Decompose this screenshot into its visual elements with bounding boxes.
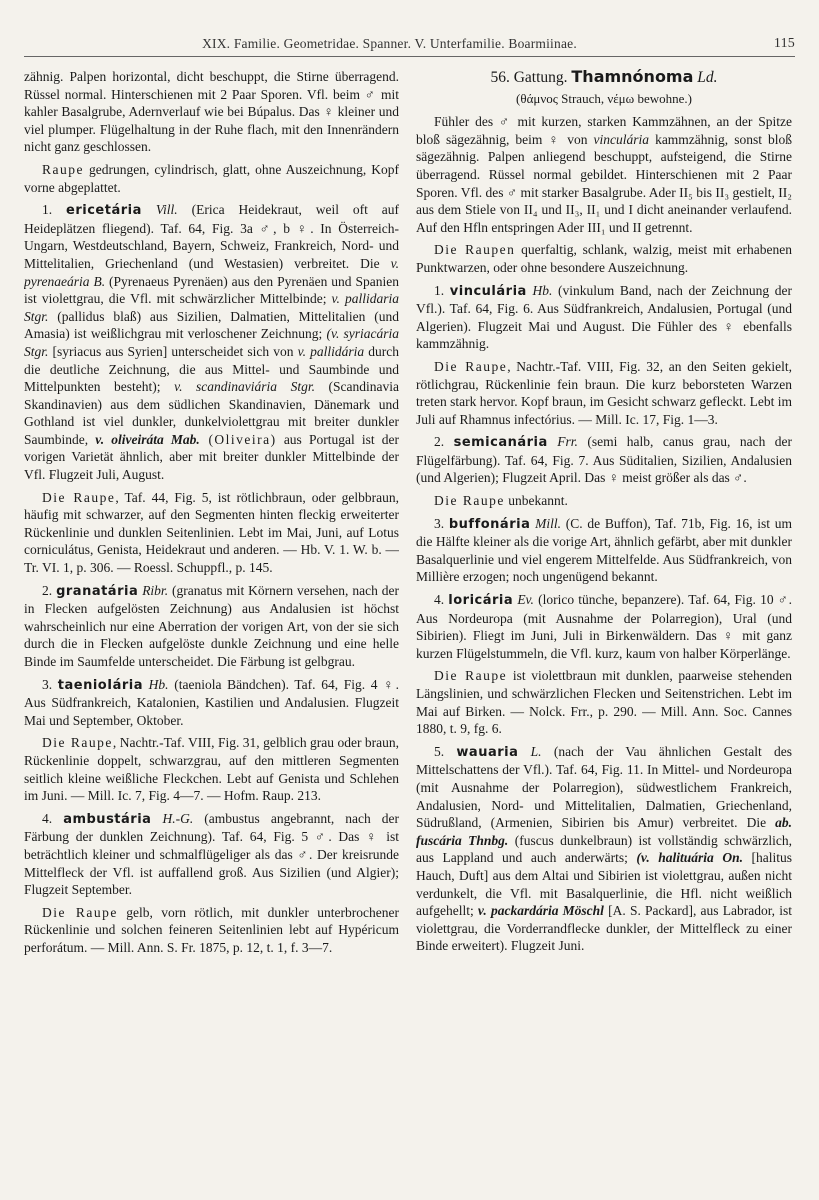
running-title: XIX. Familie. Geometridae. Spanner. V. Unterfamilie. Boarmiinae.	[202, 36, 577, 51]
species-entry-granataria: 2. granatária Ribr. (granatus mit Körnern versehen, nach der in Flecken aufgelösten Zeichnung) aus Andalusien ist höchst wahrscheinlich nur eine Aberration der vorigen Art, von der sie sich durch die in Flecken aufgelöste dunkle Zeichnung und eine helle Binde im Saumfelde unterscheidet. Die Färbung ist gelbgrau.	[24, 582, 399, 669]
species-name: vinculária	[449, 283, 527, 299]
genus-larva-note: Die Raupen querfaltig, schlank, walzig, meist mit erhabenen Punktwarzen, oder ohne besondere Auszeichnung.	[416, 242, 792, 275]
left-column	[24, 68, 399, 1186]
species-name: buffonária	[448, 516, 531, 532]
genus-name: Thamnónoma	[571, 68, 694, 86]
species-entry-vincularia: 1. vinculária Hb. (vinkulum Band, nach der Zeichnung der Vfl.). Taf. 64, Fig. 6. Aus Südfrankreich, Andalusien, Portugal (und Algerien). Flugzeit Mai und August. Die Fühler des ♀ ebenfalls kammzähnig.	[416, 282, 792, 352]
species-entry-buffonaria: 3. buffonária Mill. (C. de Buffon), Taf. 71b, Fig. 16, ist um die Hälfte kleiner als die vorige Art, ähnlich gefärbt, aber mit dunkler Basalquerlinie und viel engerem Mittelfelde. Aus Südfrankreich, von Millière erzogen; noch ungenügend bekannt.	[416, 515, 792, 585]
species-entry-ambustaria: 4. ambustária H.-G. (ambustus angebrannt, nach der Färbung der dunklen Zeichnung). Taf. 64, Fig. 5 ♂. Das ♀ ist beträchtlich kleiner und schmalflügeliger als das ♂. Der kreisrunde Mittelfleck der Vfl. ist auffallend groß. Aus Sizilien (und Algier); Flugzeit September.	[24, 810, 399, 898]
species-name: granatária	[56, 583, 139, 599]
species-name: ambustária	[63, 811, 152, 827]
larva-entry-vincularia: Die Raupe, Nachtr.-Taf. VIII, Fig. 32, an den Seiten gekielt, rötlichgrau, Rückenlinie fein braun. Die kurz beborsteten Warzen treten stark hervor. Kopf braun, im Gesicht schwarz gefleckt. Lebt im Juli auf Rhamnus infectórius. — Mill. Ic. 17, Fig. 1—3.	[416, 358, 792, 427]
genus-description: Fühler des ♂ mit kurzen, starken Kammzähnen, an der Spitze bloß sägezähnig, beim ♀ von vinculária kammzähnig, sonst bloß sägezähnig. Palpen anliegend beschuppt, aufsteigend, die Stirne überragend. Rüssel normal gebildet. Hinterschienen mit 2 Paar Sporen. Vfl. des ♂ mit starker Basalgrube. Ader II₅ bis II₃ gestielt, II₂ aus dem Stiele von II₄ und II₃, II₁ und I dicht aneinander verlaufend. Auf den Hfln entspringen Ader III₁ und II getrennt.	[416, 114, 792, 235]
species-name: ericetária	[66, 203, 142, 219]
larva-entry-ambustaria: Die Raupe gelb, vorn rötlich, mit dunkler unterbrochener Rückenlinie und solchen feineren Seitenlinien lebt auf Hypéricum perforátum. — Mill. Ann. S. Fr. 1875, p. 12, t. 1, f. 3—7.	[24, 904, 399, 955]
larva-entry-ericetaria: Die Raupe, Taf. 44, Fig. 5, ist rötlichbraun, oder gelbbraun, häufig mit schwarzer, auf den Segmenten hinten fleckig erweiterter Rückenlinie und dunklen Seitenlinien. Lebt im Mai, Juni, auf Lotus corniculátus, Genista, Heidekraut und anderen. — Hb. V. 1. W. b. — Tr. VI. 1, p. 306. — Roessl. Schuppfl., p. 145.	[24, 489, 399, 576]
species-entry-semicanaria: 2. semicanária Frr. (semi halb, canus grau, nach der Flügelfärbung). Taf. 64, Fig. 7. Aus Süditalien, Sizilien, Andalusien (und Algerien); Flugzeit April. Das ♀ meist größer als das ♂.	[416, 434, 792, 486]
species-name: wauaria	[456, 744, 519, 760]
species-name: loricária	[448, 593, 514, 609]
species-entry-loricaria: 4. loricária Ev. (lorico tünche, bepanzere). Taf. 64, Fig. 10 ♂. Aus Nordeuropa (mit Ausnahme der Polarregion), Ural (und Sibirien). Fliegt im Juni, Juli in Birkenwäldern. Das ♀ mit ganz kurzen Flügelstummeln, die Vfl. kurz, kaum von halber Körperlänge.	[416, 592, 792, 661]
genus-etymology: (θάμνος Strauch, νέμω bewohne.)	[516, 90, 692, 106]
larva-entry-loricaria: Die Raupe ist violettbraun mit dunklen, paarweise stehenden Längslinien, und schwärzlichen Flecken und Seitenstrichen. Lebt im Mai auf Birken. — Nolck. Frr., p. 290. — Mill. Ann. Soc. Cannes 1880, t. 9, fg. 6.	[416, 668, 792, 737]
genus-heading: 56. Gattung. Thamnónoma Ld.	[490, 68, 718, 86]
genus-description-end: zähnig. Palpen horizontal, dicht beschuppt, die Stirne überragend. Rüssel normal. Hinterschienen mit 2 Paar Sporen. Vfl. beim ♂ mit kahler Basalgrube, Adernverlauf wie bei Búpalus. Das ♀ kleiner und viel plumper. Flügelhaltung in der Ruhe flach, mit den Innenrändern nicht ganz geschlossen.	[24, 69, 399, 155]
right-column	[416, 68, 792, 1186]
page-number: 115	[773, 36, 795, 51]
species-entry-ericetaria: 1. ericetária Vill. (Erica Heidekraut, weil oft auf Heideplätzen fliegend). Taf. 64, Fig. 3a ♂, b ♀. In Österreich-Ungarn, Westdeutschland, Bayern, Schweiz, Frankreich, Nord- und Mittelitalien, Griechenland (und Westasien) verbreitet. Die v. pyrenaeária B. (Pyrenaeus Pyrenäen) aus den Pyrenäen und Spanien ist violettgrau, die Vfl. mit schwärzlicher Mittelbinde; v. pallidaria Stgr. (pallidus blaß) aus Sizilien, Dalmatien, Mittelitalien (und Amasia) ist weißlichgrau mit verloschener Zeichnung; (v. syriacária Stgr. [syriacus aus Syrien] unterscheidet sich von v. pallidária durch die deutliche Zeichnung, die aus Mittel- und Saumbinde und Mittelpunkten besteht); v. scandinaviária Stgr. (Scandinavia Skandinavien) aus dem südlichen Skandinavien, Dänemark und Gothland ist viel dunkler, dunkelviolettgrau mit breiter dunkler Saumbinde, v. oliveiráta Mab. (Oliveira) aus Portugal ist der vorigen Varietät ähnlich, aber mit breiter dunkler Mittelbinde der Vfl. Flugzeit Juli, August.	[24, 202, 399, 483]
species-entry-wauaria: 5. wauaria L. (nach der Vau ähnlichen Gestalt des Mittelschattens der Vfl.). Taf. 64, Fig. 11. In Mittel- und Nordeuropa (mit Ausnahme der Polarregion), südwestlichem Frankreich, Andalusien, Nord- und Mittelitalien, Dalmatien, Griechenland, Südrußland, (Armenien, Sibirien bis Amur) verbreitet. Die ab. fuscária Thnbg. (fuscus dunkelbraun) ist vollständig schwärzlich, aus Lappland und auch anderwärts; (v. halituária On. [halitus Hauch, Duft] aus dem Altai und Sibirien ist violettgrau, außen nicht verdunkelt, die Vfl. mit Basalquerlinie, die Hfl. nicht weißlich aufgehellt; v. packardária Möschl [A. S. Packard], aus Labrador, ist violettgrau, die Vorderrandflecke dunkler, der Mittelfleck zu einer Binde erweitert). Flugzeit Juni.	[416, 743, 792, 954]
running-head	[24, 36, 795, 57]
larva-entry-taenioIaria: Die Raupe, Nachtr.-Taf. VIII, Fig. 31, gelblich grau oder braun, Rückenlinie doppelt, schwarzgrau, auf den mittleren Segmenten seitlich kleine weißliche Fleckchen. Lebt auf Genista und Schlehen im Juni. — Mill. Ic. 7, Fig. 4—7. — Hofm. Raup. 213.	[24, 735, 399, 804]
larva-entry-semicanaria: Die Raupe unbekannt.	[434, 493, 568, 509]
species-entry-taenioIaria: 3. taenioIária Hb. (taeniola Bändchen). Taf. 64, Fig. 4 ♀. Aus Südfrankreich, Katalonien, Kastilien und Andalusien. Flugzeit Mai und September, Oktober.	[24, 676, 399, 728]
genus-larva-note: Raupe gedrungen, cylindrisch, glatt, ohne Auszeichnung, Kopf vorne abgeplattet.	[24, 161, 399, 195]
species-name: semicanária	[453, 435, 548, 451]
species-name: taenioIária	[57, 677, 143, 693]
